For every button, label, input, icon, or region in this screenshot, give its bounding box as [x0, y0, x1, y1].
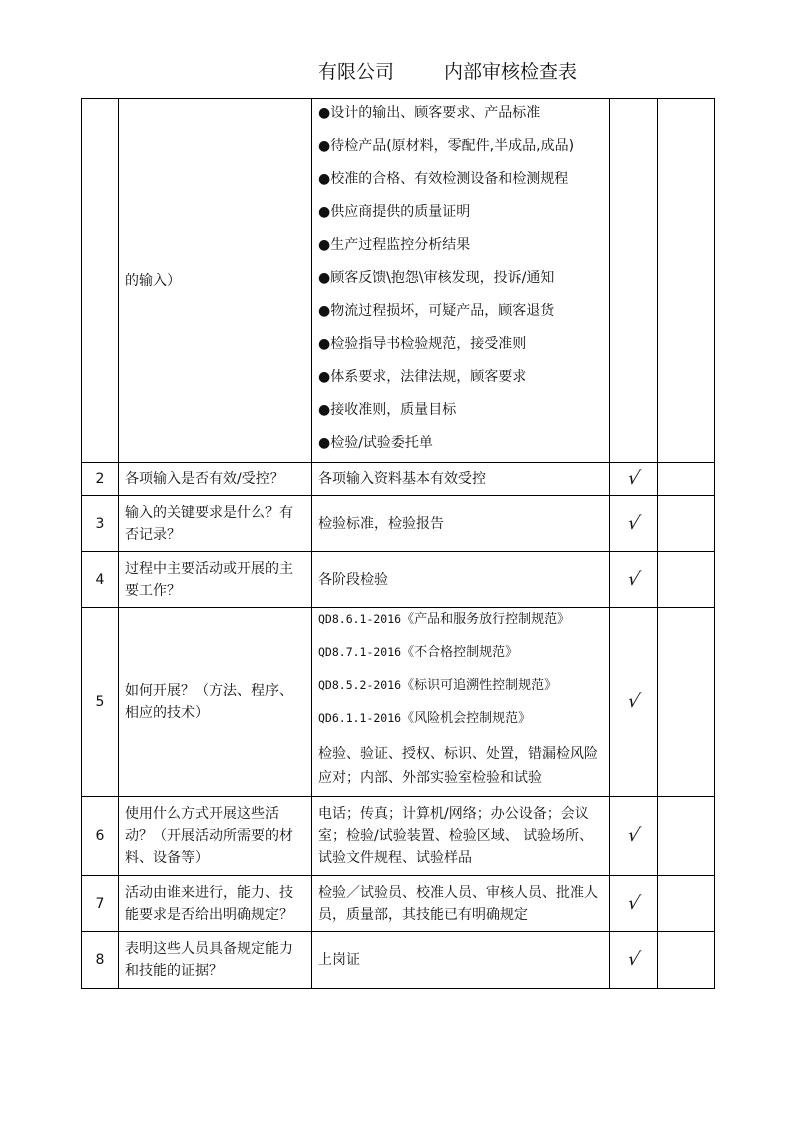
question-cell: 各项输入是否有效/受控？ — [119, 463, 312, 496]
nonconform-cell — [658, 608, 715, 797]
question-cell: 使用什么方式开展这些活动？（开展活动所需要的材料、设备等） — [119, 797, 312, 876]
check-mark-icon: √ — [625, 512, 642, 534]
check-mark-icon: √ — [625, 691, 642, 712]
check-mark-icon: √ — [625, 949, 642, 970]
list-item — [318, 641, 603, 674]
check-mark-icon: √ — [625, 825, 642, 846]
nonconform-cell — [658, 496, 715, 552]
page-title: 内部审核检查表 — [444, 61, 578, 83]
procedure-code: QD8.6.1-2016 — [318, 612, 402, 626]
table-row — [82, 463, 715, 496]
list-item — [318, 707, 603, 740]
table-row — [82, 876, 715, 932]
table-row — [82, 496, 715, 552]
input-item-list — [318, 101, 603, 461]
table-row — [82, 797, 715, 876]
list-item — [318, 608, 603, 641]
procedure-code: QD6.1.1-2016 — [318, 711, 402, 725]
answer-cell: 检验／试验员、校准人员、审核人员、批准人员，质量部，其技能已有明确规定 — [312, 876, 610, 932]
nonconform-cell — [658, 876, 715, 932]
list-item: ●待检产品(原材料，零配件,半成品,成品) — [318, 137, 575, 154]
check-mark-icon: √ — [625, 468, 642, 489]
answer-cell: 各项输入资料基本有效受控 — [312, 463, 610, 496]
procedure-title: 《风险机会控制规范》 — [401, 711, 532, 726]
row-number: 5 — [82, 608, 119, 797]
row-number: 7 — [82, 876, 119, 932]
conform-cell — [610, 932, 658, 989]
list-item: ●生产过程监控分析结果 — [318, 236, 471, 253]
row-number — [82, 99, 119, 463]
nonconform-cell — [658, 99, 715, 463]
row-number: 2 — [82, 463, 119, 496]
conform-cell — [610, 876, 658, 932]
list-item: ●校准的合格、有效检测设备和检测规程 — [318, 170, 569, 187]
audit-checklist-table — [81, 98, 715, 989]
answer-cell: 电话；传真；计算机/网络；办公设备；会议室；检验/试验装置、检验区域、 试验场所、试验文件规程、试验样品 — [312, 797, 610, 876]
nonconform-cell — [658, 463, 715, 496]
conform-cell — [610, 608, 658, 797]
answer-cell: 各阶段检验 — [312, 552, 610, 608]
question-cell: 表明这些人员具备规定能力和技能的证据？ — [119, 932, 312, 989]
check-mark-icon: √ — [625, 568, 642, 590]
procedure-title: 《产品和服务放行控制规范》 — [401, 612, 571, 627]
question-cell: 活动由谁来进行，能力、技能要求是否给出明确规定？ — [119, 876, 312, 932]
list-item: ●体系要求，法律法规，顾客要求 — [318, 368, 527, 385]
conform-cell — [610, 463, 658, 496]
answer-cell — [312, 608, 610, 797]
table-row — [82, 552, 715, 608]
check-mark-icon: √ — [625, 892, 642, 914]
nonconform-cell — [658, 797, 715, 876]
list-item: ●物流过程损坏，可疑产品，顾客退货 — [318, 302, 555, 319]
question-cell: 过程中主要活动或开展的主要工作？ — [119, 552, 312, 608]
conform-cell — [610, 552, 658, 608]
row-number: 6 — [82, 797, 119, 876]
question-cell: 输入的关键要求是什么？有否记录？ — [119, 496, 312, 552]
list-item: ●检验指导书检验规范，接受准则 — [318, 335, 527, 352]
conform-cell — [610, 797, 658, 876]
answer-cell — [312, 99, 610, 463]
table-row — [82, 608, 715, 797]
company-name: 有限公司 — [318, 61, 395, 83]
question-text: 的输入） — [125, 273, 181, 289]
table-row — [82, 99, 715, 463]
list-item: ●顾客反馈\抱怨\审核发现，投诉/通知 — [318, 269, 555, 286]
page-header — [0, 58, 794, 86]
list-item: ●检验/试验委托单 — [318, 434, 433, 451]
row-number: 4 — [82, 552, 119, 608]
answer-cell: 检验标准，检验报告 — [312, 496, 610, 552]
answer-cell: 上岗证 — [312, 932, 610, 989]
nonconform-cell — [658, 552, 715, 608]
list-item: ●设计的输出、顾客要求、产品标准 — [318, 104, 541, 121]
procedure-title: 《不合格控制规范》 — [401, 645, 519, 660]
nonconform-cell — [658, 932, 715, 989]
conform-cell — [610, 99, 658, 463]
question-cell: 如何开展？（方法、程序、相应的技术） — [119, 608, 312, 797]
method-note: 检验、验证、授权、标识、处置，错漏检风险应对；内部、外部实验室检验和试验 — [318, 746, 598, 786]
list-item: ●供应商提供的质量证明 — [318, 203, 471, 220]
question-cell — [119, 99, 312, 463]
row-number: 8 — [82, 932, 119, 989]
list-item: ●接收准则，质量目标 — [318, 401, 457, 418]
row-number: 3 — [82, 496, 119, 552]
table-row — [82, 932, 715, 989]
procedure-title: 《标识可追溯性控制规范》 — [401, 678, 558, 693]
procedure-code: QD8.5.2-2016 — [318, 678, 402, 692]
procedure-reference-list — [318, 608, 603, 796]
list-item — [318, 674, 603, 707]
conform-cell — [610, 496, 658, 552]
procedure-code: QD8.7.1-2016 — [318, 645, 402, 659]
